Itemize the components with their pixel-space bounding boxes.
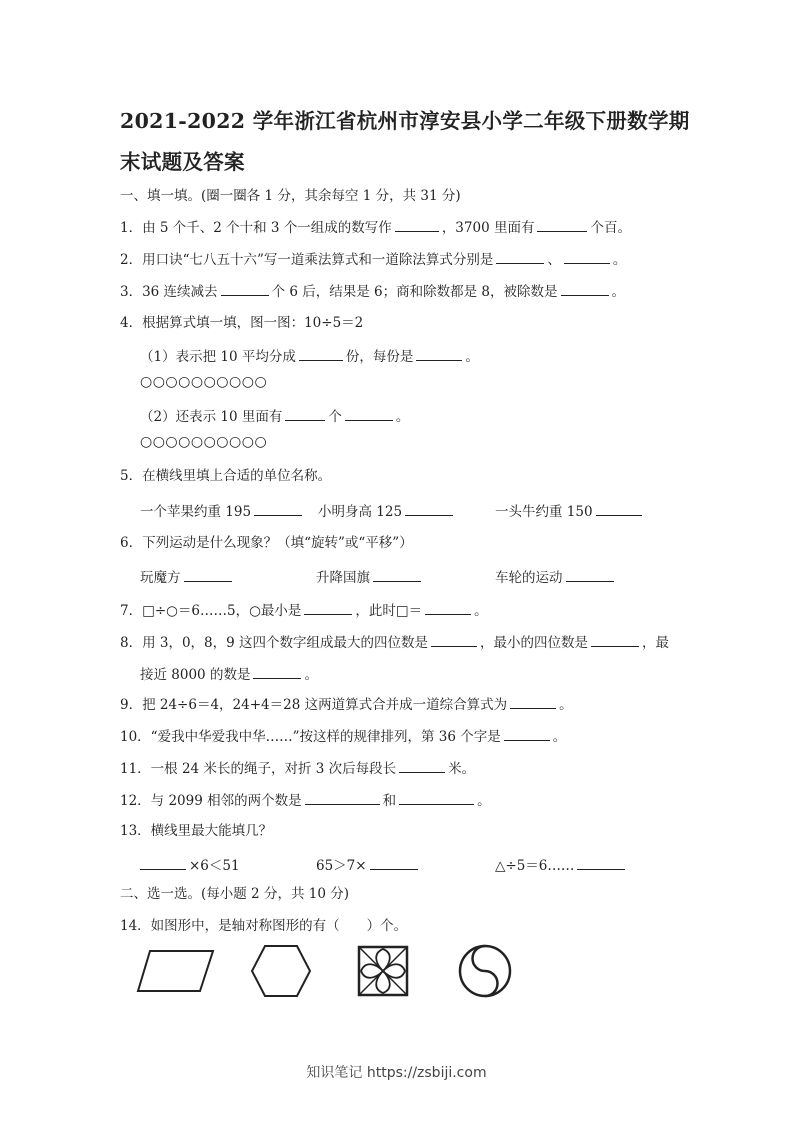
question-13: 13．横线里最大能填几？ (120, 823, 273, 839)
q5-blank-2 (405, 501, 453, 516)
q6-blank-1 (184, 567, 232, 582)
q13-blank-1 (140, 855, 186, 870)
q8-text-c: ，最 (642, 635, 670, 651)
q8-blank-3 (253, 664, 301, 679)
q4p1-text-c: 。 (465, 349, 479, 365)
q1-text-b: ，3700 里面有 (441, 220, 535, 236)
section1-heading: 一、填一填。(圈一圈各 1 分，其余每空 1 分，共 31 分) (120, 188, 461, 204)
q5-item-1-text: 一个苹果约重 195 (140, 504, 252, 520)
q4p2-text-b: 个 (328, 409, 342, 425)
q13-item-3 (495, 855, 628, 875)
q13-blank-3 (577, 855, 625, 870)
q13-item-1-text: ×6＜51 (189, 858, 240, 874)
q4p2-blank-2 (345, 406, 393, 421)
q8-text-b: ，最小的四位数是 (480, 635, 589, 651)
q1-text-c: 个百。 (590, 220, 631, 236)
q1-blank-1 (395, 217, 439, 232)
q5-item-3 (495, 501, 645, 521)
question-11 (120, 758, 475, 778)
question-4-part1 (140, 346, 479, 366)
q13-blank-2 (370, 855, 418, 870)
q8-text-e: 。 (304, 667, 318, 683)
q5-blank-3 (596, 501, 642, 516)
q6-blank-2 (373, 567, 421, 582)
question-5: 5．在横线里填上合适的单位名称。 (120, 468, 332, 484)
q2-blank-2 (564, 249, 610, 264)
q10-text-b: 。 (552, 729, 567, 745)
q3-blank-2 (561, 281, 609, 296)
question-4: 4．根据算式填一填，图一图：10÷5＝2 (120, 315, 364, 331)
q6-item-3-text: 车轮的运动 (495, 570, 563, 586)
q6-item-2 (316, 567, 424, 587)
q5-item-3-text: 一头牛约重 150 (495, 504, 593, 520)
q5-item-1 (140, 501, 305, 521)
q5-blank-1 (254, 501, 302, 516)
q4p2-text-a: （2）还表示 10 里面有 (140, 409, 283, 425)
yin-yang-figure (457, 943, 513, 999)
parallelogram-figure (136, 946, 216, 996)
q1-blank-2 (537, 217, 587, 232)
q13-item-3-text: △÷5＝6…… (495, 858, 575, 874)
question-2 (120, 249, 626, 269)
q9-blank-1 (510, 694, 556, 709)
section2-heading: 二、选一选。(每小题 2 分，共 10 分) (120, 886, 349, 902)
question-6: 6．下列运动是什么现象？（填“旋转”或“平移”） (120, 535, 413, 551)
q12-blank-2 (399, 790, 474, 805)
q7-text-a: 7．□÷○＝6……5，○最小是 (120, 603, 302, 619)
question-12 (120, 790, 491, 810)
q7-blank-2 (425, 600, 471, 615)
square-pattern-figure (357, 945, 409, 997)
q4p1-blank-1 (299, 346, 343, 361)
q2-text-c: 。 (612, 252, 627, 268)
q10-text-a: 10．“爱我中华爱我中华……”按这样的规律排列，第 36 个字是 (120, 729, 501, 745)
q6-item-2-text: 升降国旗 (316, 570, 370, 586)
q3-text-a: 3．36 连续减去 (120, 284, 218, 300)
question-7 (120, 600, 488, 620)
q12-text-a: 12．与 2099 相邻的两个数是 (120, 793, 302, 809)
footer-watermark: 知识笔记 https://zsbiji.com (306, 1065, 487, 1081)
yin-yang-curve (473, 946, 498, 996)
q12-blank-1 (305, 790, 380, 805)
q4p1-blank-2 (416, 346, 462, 361)
question-1 (120, 217, 631, 237)
q3-text-b: 个 6 后，结果是 6；商和除数都是 8，被除数是 (271, 284, 558, 300)
q3-blank-1 (221, 281, 269, 296)
circle-row-1: ○○○○○○○○○○ (140, 374, 268, 390)
q7-text-c: 。 (474, 603, 488, 619)
question-8 (120, 632, 669, 652)
q6-item-3 (495, 567, 617, 587)
q11-text-b: 米。 (448, 761, 476, 777)
page-title-line2: 末试题及答案 (120, 150, 245, 174)
q3-text-c: 。 (611, 284, 625, 300)
q9-text-b: 。 (559, 697, 573, 713)
q4p1-text-b: 份，每份是 (345, 349, 414, 365)
circle-row-2: ○○○○○○○○○○ (140, 434, 268, 450)
q12-text-b: 和 (382, 793, 397, 809)
q4p2-blank-1 (285, 406, 325, 421)
q8-blank-1 (431, 632, 477, 647)
question-9 (120, 694, 573, 714)
q13-item-2-text: 65＞7× (316, 858, 367, 874)
q2-text-b: 、 (547, 252, 561, 268)
q9-text-a: 9．把 24÷6＝4，24+4＝28 这两道算式合并成一道综合算式为 (120, 697, 508, 713)
q6-item-1 (140, 567, 235, 587)
q8-text-d: 接近 8000 的数是 (140, 667, 251, 683)
question-10 (120, 726, 566, 746)
q13-item-2 (316, 855, 421, 875)
q13-item-1 (140, 855, 240, 875)
question-4-part2 (140, 406, 409, 426)
q10-blank-1 (504, 726, 550, 741)
q8-text-a: 8．用 3，0，8，9 这四个数字组成最大的四位数是 (120, 635, 429, 651)
question-8-cont (140, 664, 318, 684)
q4p1-text-a: （1）表示把 10 平均分成 (140, 349, 296, 365)
q7-blank-1 (304, 600, 352, 615)
page-title-line1: 2021-2022 学年浙江省杭州市淳安县小学二年级下册数学期 (120, 109, 690, 133)
q7-text-b: ，此时□＝ (355, 603, 423, 619)
q11-blank-1 (399, 758, 445, 773)
q12-text-c: 。 (477, 793, 491, 809)
q6-blank-3 (566, 567, 614, 582)
q8-blank-2 (591, 632, 639, 647)
q5-item-2 (318, 501, 456, 521)
q1-text-a: 1．由 5 个千、2 个十和 3 个一组成的数写作 (120, 220, 392, 236)
q2-text-a: 2．用口诀“七八五十六”写一道乘法算式和一道除法算式分别是 (120, 252, 494, 268)
question-14: 14．如图形中，是轴对称图形的有（ ）个。 (120, 918, 408, 934)
hexagon-shape (252, 946, 310, 996)
hexagon-figure (250, 944, 312, 998)
q6-item-1-text: 玩魔方 (140, 570, 181, 586)
q2-blank-1 (496, 249, 544, 264)
question-3 (120, 281, 625, 301)
q4p2-text-c: 。 (395, 409, 410, 425)
q11-text-a: 11．一根 24 米长的绳子，对折 3 次后每段长 (120, 761, 397, 777)
q5-item-2-text: 小明身高 125 (318, 504, 403, 520)
parallelogram-shape (138, 951, 213, 991)
